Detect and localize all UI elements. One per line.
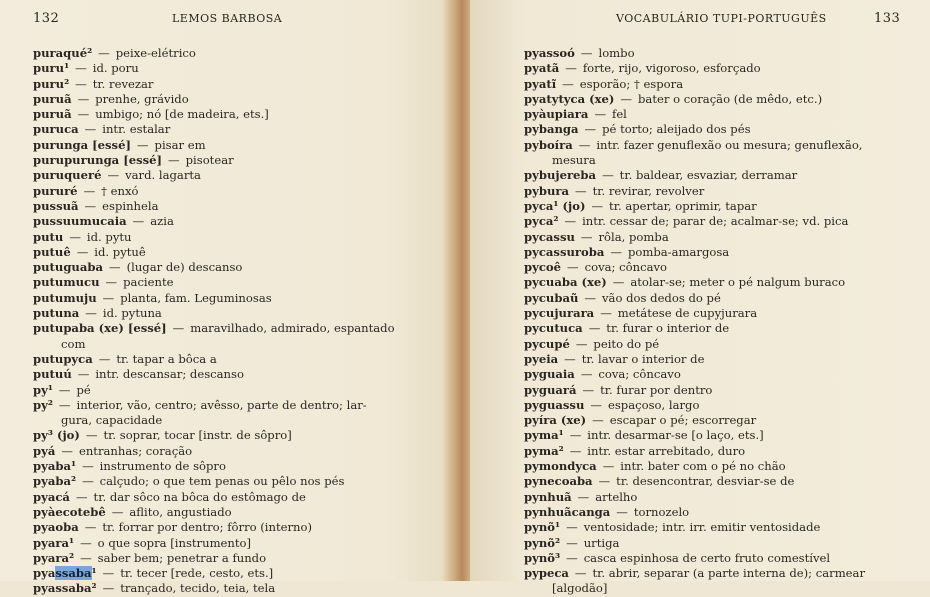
entry-dash: —: [602, 459, 615, 474]
entry-definition: pisotear: [185, 153, 234, 168]
dictionary-entry: [33, 122, 418, 137]
entry-headword: pyàupiara: [524, 107, 589, 122]
entry-definition: tr. tecer [rede, cesto, ets.]: [120, 566, 274, 581]
entry-headword: putuê: [33, 244, 71, 259]
entry-headword: pymondyca: [524, 459, 597, 474]
entry-headword: puraqué²: [33, 46, 93, 60]
entry-headword: pycutuca: [524, 321, 583, 336]
entry-definition: tr. desencontrar, desviar-se de: [616, 474, 795, 489]
entry-dash: —: [61, 443, 73, 458]
entry-headword: pyassoó: [524, 46, 575, 60]
entry-dash: —: [77, 367, 90, 382]
entry-headword: pyassaba¹: [33, 566, 97, 581]
dictionary-entry: [33, 398, 418, 429]
entry-definition: intr. estar arrebitado, duro: [587, 443, 746, 458]
page-number: 132: [33, 11, 60, 26]
dictionary-entry: [524, 260, 909, 275]
entry-definition: tr. dar sôco na bôca do estômago de: [93, 489, 306, 504]
entry-dash: —: [591, 198, 604, 213]
entry-dash: —: [84, 198, 97, 213]
entry-dash: —: [85, 306, 97, 321]
entry-headword: py²: [33, 397, 53, 412]
running-head: LEMOS BARBOSA: [172, 12, 283, 25]
entry-definition: pisar em: [154, 137, 206, 152]
entry-headword: purunga [essé]: [33, 137, 131, 152]
entry-dash: —: [83, 183, 96, 198]
entry-dash: —: [588, 321, 601, 336]
entry-headword: pyca¹ (jo): [524, 198, 586, 213]
dictionary-entry: [33, 444, 418, 459]
entry-definition: (lugar de) descanso: [126, 260, 243, 275]
entry-headword: pyíra (xe): [524, 413, 587, 428]
entry-headword: py³ (jo): [33, 428, 80, 443]
entry-headword: pyara¹: [33, 535, 75, 550]
entry-headword: pyassaba²: [33, 581, 97, 596]
entry-dash: —: [75, 61, 87, 76]
entry-headword: pyma²: [524, 443, 564, 458]
entry-headword: putumucu: [33, 275, 100, 290]
entry-headword: pyaba²: [33, 474, 77, 489]
entry-definition: prenhe, grávido: [95, 91, 189, 106]
entry-definition: bater o coração (de mêdo, etc.): [638, 91, 823, 106]
dictionary-entry: [524, 275, 909, 290]
entry-headword: pycoê: [524, 260, 562, 275]
dictionary-entry: [524, 536, 909, 551]
entry-dash: —: [84, 122, 97, 137]
entry-dash: —: [610, 244, 622, 259]
entry-headword: pynõ³: [524, 550, 561, 565]
entry-dash: —: [82, 459, 94, 474]
entry-headword: pyara²: [33, 550, 75, 565]
entry-headword: pycassuroba: [524, 244, 605, 259]
entry-dash: —: [80, 550, 92, 565]
dictionary-entry: [33, 536, 418, 551]
entry-definition: saber bem; penetrar a fundo: [97, 550, 267, 565]
dictionary-entry: [33, 199, 418, 214]
entry-dash: —: [84, 520, 97, 535]
dictionary-entry: [524, 46, 909, 61]
entry-headword: pynhuã: [524, 489, 572, 504]
dictionary-entry: [524, 107, 909, 122]
dictionary-entry: [524, 168, 909, 183]
dictionary-entry: [524, 122, 909, 137]
entry-dash: —: [590, 397, 602, 412]
entry-headword: pyacá: [33, 489, 70, 504]
entry-dash: —: [584, 122, 597, 137]
entry-definition: o que sopra [instrumento]: [97, 535, 252, 550]
entry-headword: pynhuãcanga: [524, 504, 611, 519]
entry-headword: pyatĩ: [524, 76, 557, 91]
entry-dash: —: [566, 520, 578, 535]
entry-definition: intr. fazer genuflexão ou mesura; genuflexão,: [596, 137, 863, 152]
entry-dash: —: [58, 397, 71, 412]
entry-definition: fel: [612, 107, 627, 122]
entry-dash: —: [132, 214, 145, 229]
entry-dash: —: [82, 474, 94, 489]
entry-definition: tr. forrar por dentro; fôrro (interno): [102, 520, 313, 535]
entry-definition: vão dos dedos do pé: [601, 290, 721, 305]
entry-headword: pynõ¹: [524, 520, 561, 535]
entry-dash: —: [109, 260, 121, 275]
entry-definition: tr. furar por dentro: [600, 382, 713, 397]
entry-definition: vard. lagarta: [125, 168, 201, 183]
entry-dash: —: [578, 137, 591, 152]
entry-headword: pynõ²: [524, 535, 561, 550]
dictionary-entry: [33, 459, 418, 474]
entry-headword: pynecoaba: [524, 474, 593, 489]
dictionary-entry: [33, 566, 418, 581]
dictionary-entry: [524, 398, 909, 413]
dictionary-entry: [33, 291, 418, 306]
entry-headword: pybura: [524, 183, 569, 198]
entry-definition: esporão; † espora: [579, 76, 684, 91]
entry-headword: puru²: [33, 76, 70, 91]
dictionary-entry: [524, 352, 909, 367]
entry-headword: pycujurara: [524, 306, 595, 321]
entry-dash: —: [111, 504, 124, 519]
dictionary-entry: [524, 444, 909, 459]
dictionary-entry: [524, 566, 909, 597]
entry-headword: pyca²: [524, 214, 559, 229]
entry-headword: puruã: [33, 91, 72, 106]
entry-list: [33, 46, 418, 597]
entry-definition: id. pytuna: [102, 306, 162, 321]
entry-definition: escapar o pé; escorregar: [609, 413, 757, 428]
entry-definition: intr. descansar; descanso: [95, 367, 244, 382]
entry-headword: putuguaba: [33, 260, 103, 275]
entry-dash: —: [569, 443, 582, 458]
entry-headword: puru¹: [33, 61, 70, 76]
entry-definition: tr. abrir, separar (a parte interna de); carmear: [592, 566, 866, 581]
dictionary-entry: [33, 168, 418, 183]
dictionary-entry: [33, 77, 418, 92]
entry-list: [524, 46, 909, 597]
entry-dash: —: [602, 168, 614, 183]
entry-definition: intr. estalar: [102, 122, 171, 137]
entry-definition: tornozelo: [633, 504, 690, 519]
entry-definition: peito do pé: [593, 336, 660, 351]
entry-definition-continuation: gura, capacidade: [61, 413, 163, 428]
entry-dash: —: [620, 91, 633, 106]
dictionary-entry: [33, 367, 418, 382]
dictionary-entry: [524, 245, 909, 260]
entry-headword: pyma¹: [524, 428, 564, 443]
entry-headword: pyaba¹: [33, 459, 77, 474]
dictionary-entry: [524, 321, 909, 336]
entry-headword: pycupé: [524, 336, 570, 351]
dictionary-entry: [524, 505, 909, 520]
entry-definition: tr. revirar, revolver: [592, 183, 705, 198]
entry-definition: rôla, pomba: [598, 229, 669, 244]
entry-dash: —: [102, 290, 115, 305]
dictionary-entry: [524, 520, 909, 535]
entry-dash: —: [600, 306, 612, 321]
entry-definition: maravilhado, admirado, espantado: [190, 321, 395, 336]
dictionary-entry: [33, 551, 418, 566]
entry-definition: id. pytu: [86, 229, 132, 244]
dictionary-entry: [33, 520, 418, 535]
entry-dash: —: [77, 91, 90, 106]
entry-dash: —: [102, 566, 115, 581]
entry-headword: pyaoba: [33, 520, 79, 535]
dictionary-entry: [524, 214, 909, 229]
dictionary-entry: [524, 474, 909, 489]
entry-headword: pyatytyca (xe): [524, 91, 615, 106]
entry-definition: tr. furar o interior de: [606, 321, 730, 336]
entry-dash: —: [575, 183, 587, 198]
dictionary-entry: [33, 214, 418, 229]
entry-headword: putupaba (xe) [essé]: [33, 321, 167, 336]
entry-dash: —: [98, 351, 111, 366]
entry-dash: —: [580, 367, 593, 382]
entry-headword: puruqueré: [33, 168, 102, 183]
entry-definition: tr. apertar, oprimir, tapar: [609, 198, 757, 213]
left-page: [0, 0, 454, 596]
dictionary-entry: [33, 505, 418, 520]
entry-dash: —: [172, 321, 185, 336]
entry-dash: —: [592, 413, 604, 428]
text-selection[interactable]: ssaba: [55, 566, 92, 581]
dictionary-entry: [33, 428, 418, 443]
entry-dash: —: [582, 382, 595, 397]
dictionary-entry: [33, 321, 418, 352]
entry-definition-continuation: mesura: [552, 153, 596, 168]
page-number: 133: [874, 11, 901, 26]
entry-headword: pybanga: [524, 122, 579, 137]
dictionary-entry: [33, 138, 418, 153]
entry-headword: pyguará: [524, 382, 577, 397]
entry-definition: id. pytuê: [94, 244, 146, 259]
dictionary-entry: [524, 367, 909, 382]
entry-dash: —: [580, 229, 593, 244]
right-page: [470, 0, 930, 596]
entry-definition: casca espinhosa de certo fruto comestível: [583, 550, 831, 565]
dictionary-entry: [33, 245, 418, 260]
entry-dash: —: [77, 107, 90, 122]
entry-definition: † enxó: [101, 183, 139, 198]
entry-dash: —: [58, 382, 71, 397]
entry-definition: pomba-amargosa: [627, 244, 730, 259]
running-head: VOCABULÁRIO TUPI-PORTUGUÊS: [616, 12, 827, 25]
dictionary-entry: [33, 260, 418, 275]
entry-definition: aflito, angustiado: [129, 504, 232, 519]
entry-dash: —: [80, 535, 92, 550]
dictionary-entry: [33, 352, 418, 367]
entry-dash: —: [580, 46, 593, 60]
entry-dash: —: [107, 168, 120, 183]
entry-headword: putuú: [33, 367, 72, 382]
entry-definition: pé torto; aleijado dos pés: [602, 122, 751, 137]
entry-dash: —: [102, 581, 115, 596]
dictionary-entry: [33, 306, 418, 321]
dictionary-entry: [524, 184, 909, 199]
dictionary-entry: [524, 77, 909, 92]
entry-definition: paciente: [123, 275, 174, 290]
entry-headword: pyàecotebê: [33, 504, 106, 519]
entry-definition: forte, rijo, vigoroso, esforçado: [582, 61, 761, 76]
entry-dash: —: [612, 275, 625, 290]
entry-dash: —: [85, 428, 98, 443]
dictionary-entry: [524, 413, 909, 428]
entry-dash: —: [574, 566, 587, 581]
entry-definition: atolar-se; meter o pé nalgum buraco: [630, 275, 846, 290]
dictionary-entry: [524, 291, 909, 306]
entry-headword: pyá: [33, 443, 56, 458]
dictionary-entry: [524, 61, 909, 76]
entry-definition: tr. tapar a bôca a: [116, 351, 217, 366]
entry-definition: lombo: [598, 46, 635, 60]
entry-headword: putu: [33, 229, 64, 244]
entry-headword: pypeca: [524, 566, 569, 581]
entry-definition: intr. desarmar-se [o laço, ets.]: [587, 428, 764, 443]
entry-definition-continuation: [algodão]: [552, 581, 608, 596]
entry-definition: metátese de cupyjurara: [617, 306, 758, 321]
entry-headword: pycassu: [524, 229, 575, 244]
entry-definition: tr. baldear, esvaziar, derramar: [619, 168, 798, 183]
entry-dash: —: [598, 474, 611, 489]
dictionary-entry: [524, 230, 909, 245]
entry-dash: —: [75, 489, 88, 504]
entry-dash: —: [566, 550, 578, 565]
entry-definition: interior, vão, centro; avêsso, parte de dentro; lar-: [76, 397, 367, 412]
entry-headword: pussuumucaia: [33, 214, 127, 229]
entry-dash: —: [565, 61, 577, 76]
entry-dash: —: [168, 153, 180, 168]
entry-headword: pyboíra: [524, 137, 573, 152]
entry-definition: cova; côncavo: [584, 260, 668, 275]
entry-headword: pyguassu: [524, 397, 585, 412]
dictionary-entry: [33, 490, 418, 505]
entry-definition: intr. bater com o pé no chão: [620, 459, 786, 474]
entry-definition: ventosidade; intr. irr. emitir ventosidade: [583, 520, 821, 535]
entry-dash: —: [577, 489, 590, 504]
entry-dash: —: [564, 351, 576, 366]
entry-dash: —: [564, 214, 577, 229]
dictionary-entry: [524, 459, 909, 474]
entry-definition: calçudo; o que tem penas ou pêlo nos pés: [99, 474, 345, 489]
dictionary-entry: [33, 184, 418, 199]
entry-definition: cova; côncavo: [598, 367, 681, 382]
entry-dash: —: [594, 107, 607, 122]
entry-dash: —: [575, 336, 588, 351]
entry-definition: tr. soprar, tocar [instr. de sôpro]: [103, 428, 292, 443]
entry-dash: —: [584, 290, 596, 305]
entry-definition: planta, fam. Leguminosas: [120, 290, 272, 305]
entry-headword: pycubaũ: [524, 290, 579, 305]
entry-definition: tr. revezar: [92, 76, 154, 91]
entry-headword: putupyca: [33, 351, 93, 366]
dictionary-entry: [33, 92, 418, 107]
entry-definition: azia: [150, 214, 174, 229]
entry-headword: pyatã: [524, 61, 560, 76]
dictionary-entry: [33, 383, 418, 398]
entry-dash: —: [566, 535, 578, 550]
entry-headword: pyeia: [524, 351, 559, 366]
entry-definition: tr. lavar o interior de: [581, 351, 705, 366]
entry-dash: —: [616, 504, 628, 519]
entry-headword: putumuju: [33, 290, 97, 305]
entry-dash: —: [562, 76, 574, 91]
dictionary-entry: [524, 490, 909, 505]
entry-definition: peixe-elétrico: [115, 46, 196, 60]
entry-dash: —: [105, 275, 118, 290]
dictionary-entry: [33, 61, 418, 76]
entry-definition: id. poru: [92, 61, 139, 76]
dictionary-entry: [33, 107, 418, 122]
dictionary-entry: [33, 46, 418, 61]
entry-headword: purupurunga [essé]: [33, 153, 163, 168]
dictionary-entry: [524, 306, 909, 321]
dictionary-entry: [524, 551, 909, 566]
entry-headword: py¹: [33, 382, 53, 397]
entry-definition: trançado, tecido, teia, tela: [120, 581, 276, 596]
entry-definition: instrumento de sôpro: [99, 459, 226, 474]
entry-dash: —: [136, 137, 149, 152]
dictionary-entry: [33, 230, 418, 245]
dictionary-entry: [33, 581, 418, 596]
dictionary-entry: [524, 92, 909, 107]
dictionary-entry: [524, 337, 909, 352]
entry-dash: —: [567, 260, 579, 275]
entry-definition: espaçoso, largo: [607, 397, 700, 412]
dictionary-entry: [524, 428, 909, 443]
entry-definition: umbigo; nó [de madeira, ets.]: [95, 107, 269, 122]
entry-dash: —: [569, 428, 582, 443]
entry-headword: puruca: [33, 122, 79, 137]
entry-headword: pussuã: [33, 198, 79, 213]
entry-headword: putuna: [33, 306, 80, 321]
entry-definition: artelho: [595, 489, 638, 504]
entry-definition-continuation: com: [61, 336, 86, 351]
dictionary-entry: [33, 153, 418, 168]
dictionary-entry: [524, 138, 909, 169]
entry-definition: intr. cessar de; parar de; acalmar-se; vd. pica: [582, 214, 849, 229]
entry-headword: pyguaia: [524, 367, 575, 382]
entry-definition: espinhela: [102, 198, 159, 213]
entry-dash: —: [69, 229, 81, 244]
entry-headword: pybujereba: [524, 168, 597, 183]
dictionary-entry: [33, 474, 418, 489]
entry-headword: pycuaba (xe): [524, 275, 607, 290]
entry-definition: pé: [76, 382, 91, 397]
entry-headword: puruã: [33, 107, 72, 122]
dictionary-entry: [524, 199, 909, 214]
dictionary-entry: [33, 275, 418, 290]
entry-definition: urtiga: [583, 535, 620, 550]
entry-definition: entranhas; coração: [78, 443, 193, 458]
dictionary-entry: [524, 383, 909, 398]
entry-headword: pururé: [33, 183, 78, 198]
entry-dash: —: [76, 244, 89, 259]
entry-dash: —: [98, 46, 110, 60]
entry-dash: —: [75, 76, 87, 91]
